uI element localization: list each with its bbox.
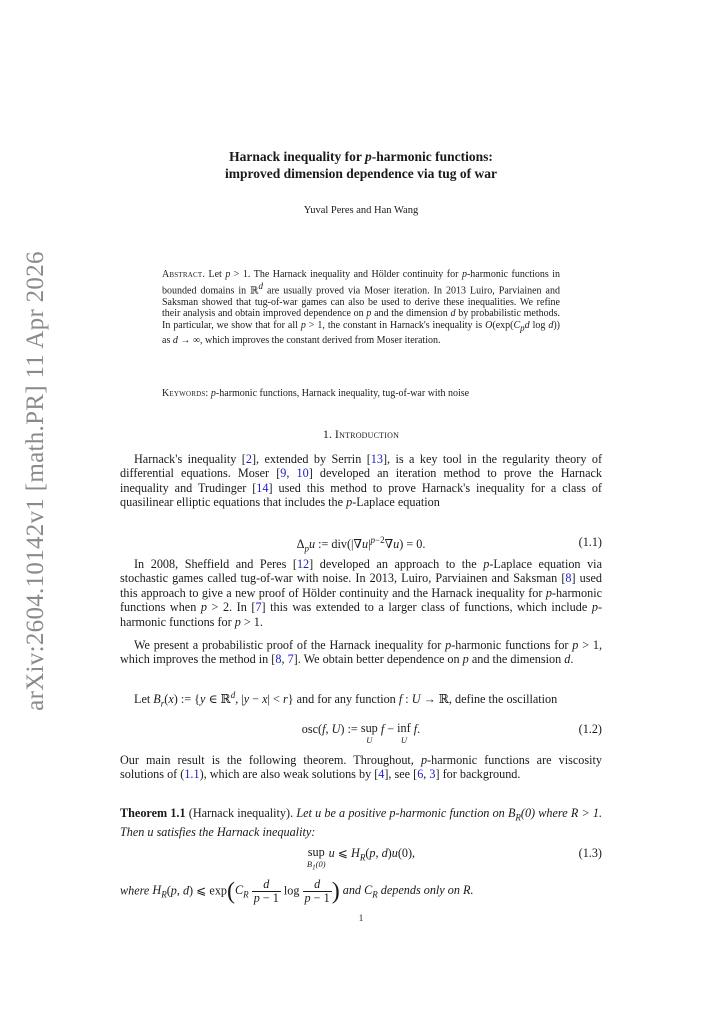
citation-link[interactable]: 13 — [370, 452, 383, 466]
authors: Yuval Peres and Han Wang — [303, 205, 419, 216]
abstract: Abstract. Let p > 1. The Harnack inequality and Hölder continuity for p-harmonic functions in bounded domains in ℝd are usually proved via Moser iteration. In 2013 Luiro, Parviainen and Saksman showed that tug-of-war games can also be used to derive these inequalities. We refine their analysis and obtain improved dependence on p and the dimension d by probabilistic methods. In particular, we show that for all p > 1, the constant in Harnack's inequality is O(exp(Cpd log d)) as d → ∞, which improves the constant derived from Moser iteration. — [162, 269, 560, 346]
fraction: $\frac{d}{p - 1}$ — [253, 877, 279, 905]
citation-link[interactable]: 7 — [287, 652, 294, 667]
citation-link[interactable]: 8 — [275, 652, 282, 667]
theorem-where: where — [120, 883, 150, 898]
equation-number: (1.3) — [578, 846, 602, 860]
section-number: 1. — [322, 427, 332, 441]
equation-1-1: $\Delta_pu$ := $div(|\nabla u|^{p-2}\nabla u) = 0$. — [296, 535, 426, 554]
page-number: 1 — [358, 913, 364, 923]
citation-link[interactable]: 7 — [255, 600, 262, 615]
section-title: Introduction — [334, 427, 400, 441]
paragraph-2: In 2008, Sheffield and Peres [12] developed an approach to the p-Laplace equation via stochastic games called tug-of-war with noise. In 2013, Luiro, Parviainen and Saksman [8] used this approach to give a new proof of Hölder continuity and the Harnack inequality for p-harmonic functions when p > 2. In [7] this was extended to a larger class of functions, which include p-harmonic functions for p > 1. — [120, 557, 602, 629]
theorem-label: Theorem 1.1 — [120, 806, 186, 820]
paragraph-3: We present a probabilistic proof of the Harnack inequality for p-harmonic functions for p > 1, which improves the method in [8, 7]. We obtain better dependence on p and the dimension d. — [120, 638, 603, 667]
paragraph-5: Our main result is the following theorem. Throughout, p-harmonic functions are viscosity solutions of (1.1), which are also weak solutions by [4], see [6, 3] for background. — [120, 753, 602, 782]
equation-1-3: sup $B_1(0)$ u ⩽ $H_R(p$, d)u(0), — [306, 845, 416, 872]
title-line-2: improved dimension dependence via tug of war — [224, 166, 497, 181]
paragraph-1: Harnack's inequality [2], extended by Serrin [13], is a key tool in the regularity theory of differential equations. Moser [9, 10] developed an iteration method to prove the Harnack inequality and Trudinger [14] used this method to prove Harnack's inequality for a class of quasilinear elliptic equations that includes the p-Laplace equation — [120, 452, 602, 510]
citation-link[interactable]: 8 — [565, 571, 572, 586]
citation-link[interactable]: 6 — [417, 767, 424, 782]
paragraph-4: Let $B_r(x)$ := {y ∈ ℝ$^d$, |y − x| < r} and for any function f : U → ℝ, define the oscillation — [134, 690, 558, 709]
abstract-label: Abstract. — [162, 269, 206, 280]
section-heading — [120, 427, 602, 442]
citation-link[interactable]: 12 — [296, 557, 310, 571]
theorem-name: (Harnack inequality). — [188, 806, 294, 820]
citation-link[interactable]: 14 — [256, 480, 269, 495]
title-line-1: Harnack inequality for p-harmonic functions: — [229, 149, 493, 164]
fraction: $\frac{d}{p - 1}$ — [304, 877, 330, 905]
keywords: Keywords: p-harmonic functions, Harnack inequality, tug-of-war with noise — [162, 388, 470, 399]
citation-link[interactable]: 4 — [378, 767, 385, 782]
theorem-1-1: Theorem 1.1 (Harnack inequality). Let u be a positive p-harmonic function on $B_R(0)$ where R > 1. Then u satisfies the Harnack inequality: — [120, 806, 602, 839]
citation-link[interactable]: 9 — [280, 466, 287, 481]
theorem-tail: where $H_R(p$, d) ⩽ $\exp(C_R$ $\frac{d}{p - 1}$ log $\frac{d}{p - 1}$ ) and $C_R$ depends only on R. — [120, 877, 474, 905]
paper-title — [120, 148, 602, 182]
arxiv-id: arXiv:2604.10142v1 [math.PR] 11 Apr 2026 — [22, 251, 49, 711]
citation-link[interactable]: 10 — [296, 466, 309, 481]
citation-link[interactable]: 3 — [429, 767, 436, 782]
equation-link[interactable]: 1.1 — [184, 767, 200, 782]
equation-number: (1.2) — [578, 722, 602, 736]
equation-1-2: osc(f, U) := sup U f − inf U f. — [301, 721, 421, 745]
citation-link[interactable]: 2 — [245, 452, 252, 466]
equation-number: (1.1) — [578, 535, 602, 549]
keywords-label: Keywords: — [162, 388, 209, 399]
arxiv-stamp — [16, 251, 56, 711]
